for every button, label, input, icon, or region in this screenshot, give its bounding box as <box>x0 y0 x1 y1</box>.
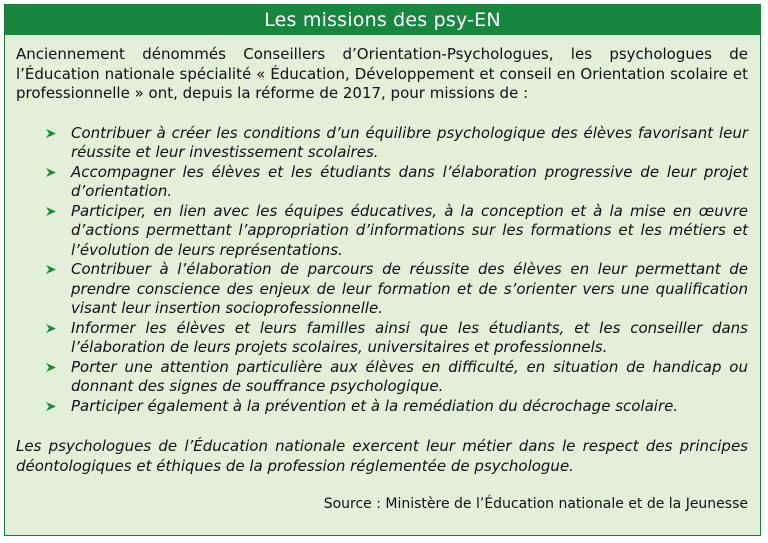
mission-text: Participer également à la prévention et à la remédiation du décrochage scolaire. <box>71 396 679 415</box>
conclusion-paragraph: Les psychologues de l’Éducation nationale exercent leur métier dans le respect des principes déontologiques et éthiques de la profession réglementée de psychologue. <box>16 437 748 475</box>
mission-text: Informer les élèves et leurs familles ainsi que les étudiants, et les conseiller dans l’élaboration de leurs projets scolaires, universitaires et professionnels. <box>71 318 748 356</box>
list-item <box>16 124 748 163</box>
source-line: Source : Ministère de l’Éducation nationale et de la Jeunesse <box>323 496 748 512</box>
page-title: Les missions des psy-EN <box>264 9 501 31</box>
missions-box <box>4 4 761 536</box>
arrow-right-icon <box>44 124 58 143</box>
arrow-right-icon <box>44 358 58 377</box>
mission-text: Accompagner les élèves et les étudiants dans l’élaboration progressive de leur projet d’orientation. <box>71 162 748 200</box>
arrow-right-icon <box>44 202 58 221</box>
list-item <box>16 319 748 358</box>
content <box>5 35 760 515</box>
mission-text: Participer, en lien avec les équipes éducatives, à la conception et à la mise en œuvre d’actions permettant l’appropriation d’informations sur les formations et les métiers et l’évolution de leurs représentations. <box>71 201 748 259</box>
mission-text: Contribuer à créer les conditions d’un équilibre psychologique des élèves favorisant leur réussite et leur investissement scolaires. <box>71 123 748 161</box>
mission-text: Porter une attention particulière aux élèves en difficulté, en situation de handicap ou donnant des signes de souffrance psychologique. <box>71 357 748 395</box>
title-bar <box>5 5 760 35</box>
missions-list <box>16 124 748 417</box>
arrow-right-icon <box>44 260 58 279</box>
mission-text: Contribuer à l’élaboration de parcours de réussite des élèves en leur permettant de prendre conscience des enjeux de leur formation et de s’orienter vers une qualification visant leur insertion socioprofessionnelle. <box>71 260 748 317</box>
arrow-right-icon <box>44 397 58 416</box>
list-item <box>16 202 748 261</box>
list-item <box>16 358 748 397</box>
list-item <box>16 260 748 319</box>
arrow-right-icon <box>44 163 58 182</box>
intro-paragraph: Anciennement dénommés Conseillers d’Orientation-Psychologues, les psychologues de l’Éducation nationale spécialité « Éducation, Développement et conseil en Orientation scolaire et professionnelle » ont, depuis la réforme de 2017, pour missions de : <box>16 45 748 102</box>
list-item <box>16 163 748 202</box>
list-item <box>16 397 748 417</box>
arrow-right-icon <box>44 319 58 338</box>
